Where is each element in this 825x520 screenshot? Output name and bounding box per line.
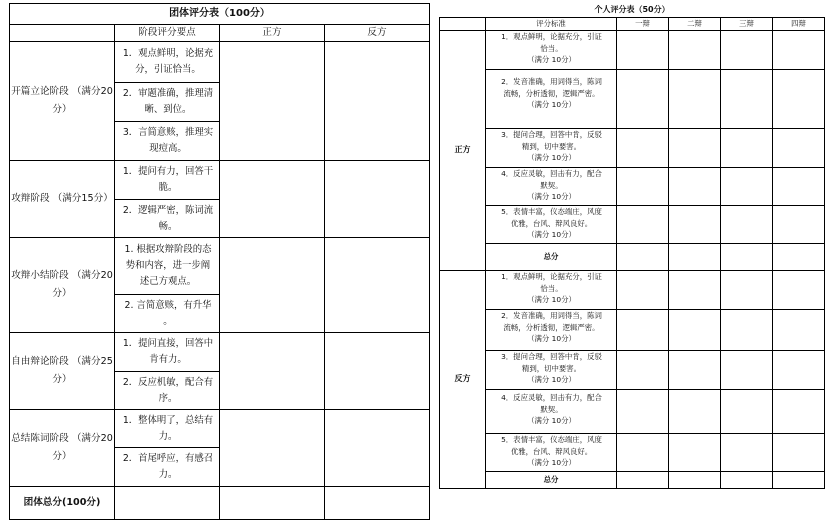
criterion-line: 。 — [163, 315, 173, 327]
team-criterion — [115, 161, 220, 200]
team-stage-name: 攻辩小结阶段 — [11, 270, 69, 281]
team-table-title: 团体评分表（100分） — [10, 4, 430, 25]
indiv-side-pro: 正方 — [440, 30, 486, 270]
team-stage-name: 自由辩论阶段 — [11, 356, 69, 367]
indiv-score-cell[interactable] — [721, 270, 773, 309]
indiv-header-debater-4: 四辩 — [773, 18, 825, 31]
criterion-line: （满分 10分） — [527, 100, 576, 110]
team-criterion — [115, 200, 220, 238]
team-total-pro[interactable] — [220, 487, 325, 520]
team-score-con[interactable] — [325, 42, 430, 161]
indiv-score-cell[interactable] — [669, 30, 721, 69]
team-stage-max: （满分20分） — [52, 270, 113, 299]
criterion-line: 晰、到位。 — [144, 104, 192, 115]
indiv-score-cell[interactable] — [617, 128, 669, 167]
team-total-label: 团体总分(100分) — [10, 487, 115, 520]
indiv-score-cell[interactable] — [773, 270, 825, 309]
criterion-line: 2．审题准确，推理清 — [122, 88, 214, 99]
criterion-line: 优雅，台风、辩风良好。 — [510, 446, 593, 456]
criterion-line: 势和内容，进一步阐 — [125, 260, 211, 271]
individual-table-title: 个人评分表（50分） — [440, 3, 825, 18]
criterion-line: 现痘高。 — [149, 143, 187, 154]
criterion-line: 肯有力。 — [149, 354, 187, 365]
indiv-header-debater-2: 二辩 — [669, 18, 721, 31]
criterion-line: （满分 10分） — [527, 153, 576, 163]
indiv-header-side — [440, 18, 486, 31]
team-total-blank — [115, 487, 220, 520]
indiv-score-cell[interactable] — [669, 471, 721, 488]
criterion-line: 精到，切中要害。 — [521, 141, 582, 151]
indiv-score-cell[interactable] — [617, 389, 669, 433]
team-score-table — [9, 3, 430, 520]
team-criterion — [115, 122, 220, 161]
indiv-score-cell[interactable] — [721, 205, 773, 243]
indiv-score-cell[interactable] — [721, 167, 773, 205]
indiv-score-cell[interactable] — [617, 69, 669, 128]
team-stage-name: 总结陈词阶段 — [11, 433, 69, 444]
criterion-line: 1．观点鲜明，论据充分，引证 — [501, 31, 602, 41]
criterion-line: （满分 10分） — [527, 375, 576, 385]
indiv-score-cell[interactable] — [721, 389, 773, 433]
indiv-score-cell[interactable] — [669, 69, 721, 128]
team-stage-max: （满分20分） — [52, 86, 113, 115]
indiv-subtotal-label: 总分 — [486, 243, 617, 270]
criterion-line: 力。 — [158, 469, 178, 480]
team-stage-cell — [10, 410, 115, 487]
indiv-score-cell[interactable] — [669, 205, 721, 243]
criterion-line: 2. 言简意赅，有升华 — [124, 299, 212, 311]
criterion-line: 序。 — [158, 392, 178, 404]
team-stage-max: （满分20分） — [52, 433, 113, 462]
indiv-score-cell[interactable] — [721, 433, 773, 471]
criterion-line: 默契。 — [540, 404, 563, 414]
criterion-line: 5．表情丰富，仪态端庄，风度 — [501, 206, 602, 216]
indiv-subtotal-label: 总分 — [486, 471, 617, 488]
team-criterion — [115, 333, 220, 372]
indiv-score-cell[interactable] — [617, 30, 669, 69]
indiv-score-cell[interactable] — [617, 243, 669, 270]
criterion-line: （满分 10分） — [527, 295, 576, 305]
team-score-con[interactable] — [325, 161, 430, 238]
team-score-con[interactable] — [325, 238, 430, 333]
indiv-score-cell[interactable] — [617, 167, 669, 205]
indiv-score-cell[interactable] — [773, 389, 825, 433]
indiv-criterion — [486, 309, 617, 350]
indiv-criterion — [486, 433, 617, 471]
criterion-line: （满分 10分） — [527, 458, 576, 468]
indiv-score-cell[interactable] — [617, 270, 669, 309]
indiv-score-cell[interactable] — [669, 433, 721, 471]
criterion-line: 3．言简意赅，推理实 — [122, 127, 214, 138]
indiv-score-cell[interactable] — [721, 128, 773, 167]
indiv-score-cell[interactable] — [773, 243, 825, 270]
indiv-score-cell[interactable] — [669, 167, 721, 205]
criterion-line: 脆。 — [158, 182, 178, 193]
indiv-score-cell[interactable] — [773, 128, 825, 167]
indiv-criterion — [486, 167, 617, 205]
team-score-pro[interactable] — [220, 42, 325, 161]
indiv-score-cell[interactable] — [773, 205, 825, 243]
team-score-pro[interactable] — [220, 333, 325, 410]
criterion-line: 3．提问合理，回答中肯，反驳 — [501, 351, 602, 361]
indiv-header-criteria: 评分标准 — [486, 18, 617, 31]
criterion-line: 2．反应机敏，配合有 — [122, 376, 214, 388]
team-stage-name: 攻辩阶段 — [11, 193, 50, 204]
team-score-con[interactable] — [325, 333, 430, 410]
criterion-line: 2．首尾呼应，有感召 — [122, 453, 214, 464]
indiv-score-cell[interactable] — [669, 270, 721, 309]
team-score-con[interactable] — [325, 410, 430, 487]
team-header-stage — [10, 25, 115, 42]
team-stage-cell — [10, 238, 115, 333]
criterion-line: 默契。 — [540, 180, 563, 190]
criterion-line: （满分 10分） — [527, 416, 576, 426]
team-criterion — [115, 83, 220, 122]
indiv-score-cell[interactable] — [773, 433, 825, 471]
team-criterion — [115, 448, 220, 487]
criterion-line: 3．提问合理，回答中肯，反驳 — [501, 129, 602, 139]
criterion-line: 2．发音准确，用词得当，陈词 — [501, 76, 602, 86]
indiv-score-cell[interactable] — [721, 309, 773, 350]
team-criterion — [115, 42, 220, 83]
team-criterion — [115, 372, 220, 410]
criterion-line: 4．反应灵敏，回击有力，配合 — [501, 392, 602, 402]
indiv-score-cell[interactable] — [773, 69, 825, 128]
criterion-line: 恰当。 — [540, 43, 563, 53]
indiv-score-cell[interactable] — [721, 471, 773, 488]
individual-score-table — [439, 3, 825, 489]
indiv-score-cell[interactable] — [617, 350, 669, 389]
indiv-score-cell[interactable] — [617, 433, 669, 471]
team-criterion — [115, 410, 220, 448]
team-header-con: 反方 — [325, 25, 430, 42]
indiv-criterion — [486, 389, 617, 433]
criterion-line: 恰当。 — [540, 283, 563, 293]
indiv-header-debater-1: 一辩 — [617, 18, 669, 31]
indiv-score-cell[interactable] — [773, 30, 825, 69]
criterion-line: （满分 10分） — [527, 55, 576, 65]
indiv-score-cell[interactable] — [669, 128, 721, 167]
indiv-score-cell[interactable] — [617, 471, 669, 488]
criterion-line: 精到，切中要害。 — [521, 363, 582, 373]
team-stage-name: 开篇立论阶段 — [11, 86, 69, 97]
criterion-line: 1. 根据攻辩阶段的态 — [124, 244, 212, 255]
team-score-pro[interactable] — [220, 238, 325, 333]
indiv-score-cell[interactable] — [669, 309, 721, 350]
indiv-score-cell[interactable] — [669, 243, 721, 270]
team-stage-cell — [10, 161, 115, 238]
indiv-score-cell[interactable] — [617, 205, 669, 243]
team-stage-cell — [10, 333, 115, 410]
criterion-line: （满分 10分） — [527, 334, 576, 344]
indiv-score-cell[interactable] — [721, 350, 773, 389]
indiv-score-cell[interactable] — [773, 167, 825, 205]
criterion-line: 优雅，台风、辩风良好。 — [510, 218, 593, 228]
criterion-line: 1．观点鲜明，论据充 — [122, 48, 214, 59]
indiv-side-con: 反方 — [440, 270, 486, 488]
team-stage-max: （满分15分） — [52, 193, 113, 204]
indiv-criterion — [486, 69, 617, 128]
criterion-line: 2．发音准确，用词得当，陈词 — [501, 310, 602, 320]
team-header-pro: 正方 — [220, 25, 325, 42]
criterion-line: （满分 10分） — [527, 192, 576, 202]
indiv-score-cell[interactable] — [773, 471, 825, 488]
criterion-line: 畅。 — [158, 220, 178, 232]
indiv-score-cell[interactable] — [721, 243, 773, 270]
criterion-line: （满分 10分） — [527, 230, 576, 240]
indiv-score-cell[interactable] — [669, 350, 721, 389]
criterion-line: 分，引证恰当。 — [135, 64, 201, 75]
criterion-line: 4．反应灵敏，回击有力，配合 — [501, 168, 602, 178]
criterion-line: 2．逻辑严密，陈词流 — [122, 204, 214, 216]
criterion-line: 流畅，分析透彻，逻辑严密。 — [503, 88, 600, 98]
team-score-pro[interactable] — [220, 410, 325, 487]
criterion-line: 述己方观点。 — [139, 276, 197, 287]
indiv-score-cell[interactable] — [721, 69, 773, 128]
indiv-criterion — [486, 30, 617, 69]
team-total-con[interactable] — [325, 487, 430, 520]
criterion-line: 力。 — [158, 430, 178, 442]
indiv-criterion — [486, 205, 617, 243]
indiv-score-cell[interactable] — [721, 30, 773, 69]
indiv-criterion — [486, 270, 617, 309]
indiv-score-cell[interactable] — [773, 350, 825, 389]
indiv-criterion — [486, 350, 617, 389]
indiv-criterion — [486, 128, 617, 167]
criterion-line: 1．整体明了，总结有 — [122, 414, 214, 426]
team-stage-max: （满分25分） — [52, 356, 113, 385]
criterion-line: 1．提问有力，回答干 — [122, 166, 214, 177]
team-criterion — [115, 238, 220, 295]
indiv-score-cell[interactable] — [773, 309, 825, 350]
indiv-score-cell[interactable] — [617, 309, 669, 350]
criterion-line: 流畅，分析透彻，逻辑严密。 — [503, 322, 600, 332]
criterion-line: 1．观点鲜明，论据充分，引证 — [501, 271, 602, 281]
criterion-line: 1．提问直接，回答中 — [122, 338, 214, 349]
indiv-score-cell[interactable] — [669, 389, 721, 433]
criterion-line: 5．表情丰富，仪态端庄，风度 — [501, 434, 602, 444]
team-criterion — [115, 295, 220, 333]
team-score-pro[interactable] — [220, 161, 325, 238]
team-header-criteria: 阶段评分要点 — [115, 25, 220, 42]
indiv-header-debater-3: 三辩 — [721, 18, 773, 31]
team-stage-cell — [10, 42, 115, 161]
